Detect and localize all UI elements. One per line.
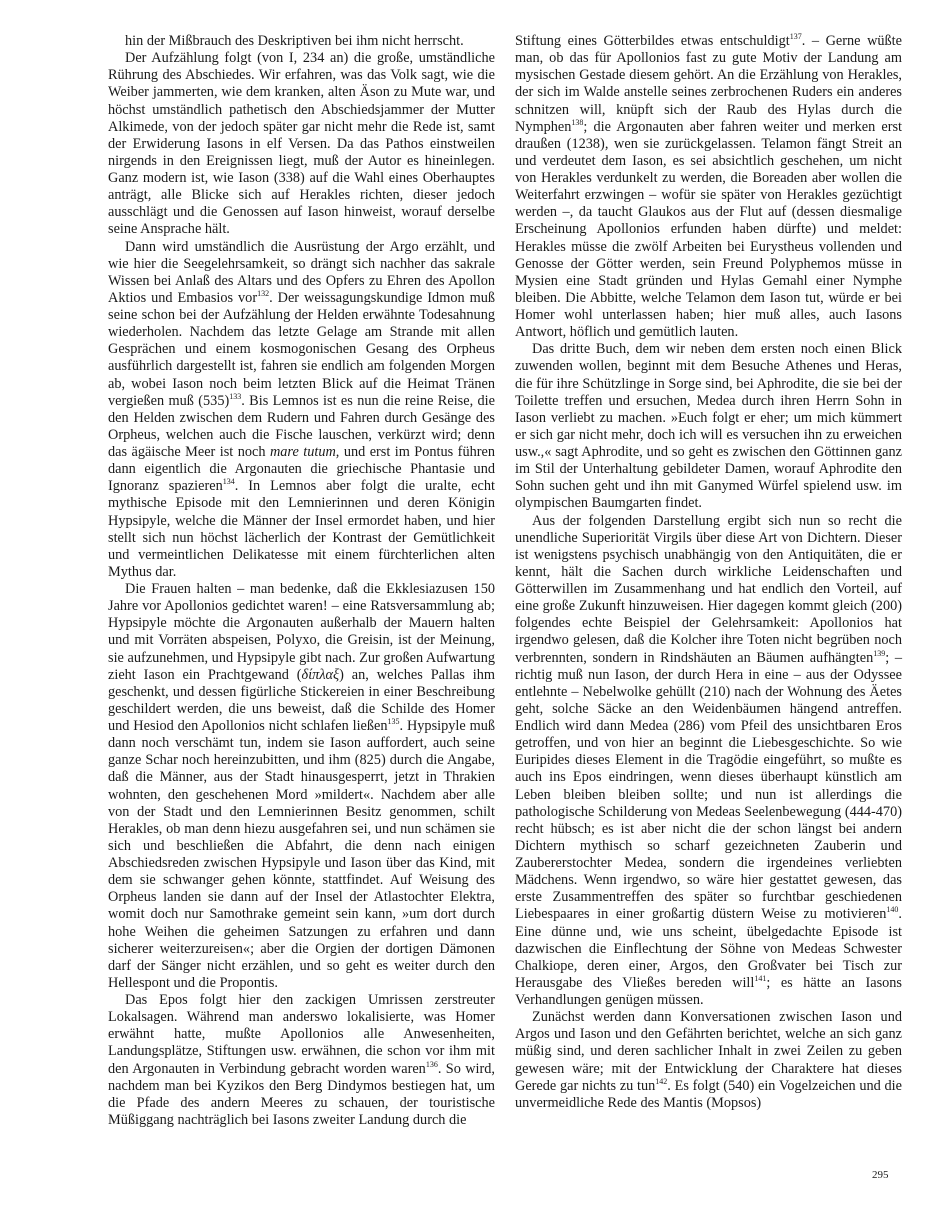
text-run: . So wird, nachdem man bei Kyzikos den Berg Dindymos bestiegen hat, um die Pfade des andern Meeres zu schauen, der touristische Müßiggang nachträglich bei Iasons zweiter Landung durch die [108,1060,495,1128]
italic-text: δίπλαξ [301,666,340,683]
paragraph [515,1009,902,1112]
footnote-marker: 133 [229,391,242,401]
text-run: ) an, welches Pallas ihm geschenkt, und dessen figürliche Stickereien in einer Beschreibung geschildert werden, die uns beweist, daß die Schilde des Homer und Hesiod den Apollonios nicht schlafen ließen [108,666,495,734]
text-run: ; die Argonauten aber fahren weiter und merken erst draußen (1238), wen sie zurückgelassen. Telamon fängt Streit an und verdeutet dem Iason, es sei absichtlich geschehen, um nicht von Herakles verdunkelt zu werden, die Boreaden aber wollen die Weiterfahrt erzwingen – wofür sie später von Herakles gezüchtigt werden –, da taucht Glaukos aus der Flut auf (dessen diesmalige Erscheinung Apollonios erfunden haben dürfte) und meldet: Herakles müsse die zwölf Arbeiten bei Eurystheus vollenden und Genosse der Götter werden, sein Freund Polyphemos müsse in Mysien eine Stadt gründen und Hylas Gemahl einer Nymphe bleiben. Die Abbitte, welche Telamon dem Iason tut, würde er bei Homer wohl unterlassen haben; hier muß alles, auch Iasons Antwort, höflich und gemütlich lauten. [515,118,902,341]
text-run: hin der Mißbrauch des Deskriptiven bei ihm nicht herrscht. [125,33,464,49]
text-run: Der Aufzählung folgt (von I, 234 an) die große, umständliche Rührung des Abschiedes. Wir erfahren, was das Volk sagt, wie die Weiber jammerten, wie dem kranken, alten Äson zu Mute war, und höchst umständlich pathetisch den Abschiedsjammer der Mutter Alkimede, von der jedoch später gar nicht mehr die Rede ist, samt der Erwiderung Iasons in elf Versen. Da das Pathos einstweilen nirgends in den Ereignissen liegt, muß der Autor es hineinlegen. Ganz modern ist, wie Iason (338) auf die Wahl eines Oberhauptes anträgt, alle Blicke sich auf Herakles richten, dieser jedoch ausschlägt und die Genossen auf Iason hinweist, worauf derselbe seine Ansprache hält. [108,50,495,238]
footnote-marker: 141 [754,973,767,983]
paragraph [108,239,495,582]
text-run: . Bis Lemnos ist es nun die reine Reise, die den Helden zwischen dem Rudern und Fahren durch Gesänge des Orpheus, welchen auch die Fische lauschen, verkürzt wird; denn das ägäische Meer ist noch [108,392,495,460]
text-run: Zunächst werden dann Konversationen zwischen Iason und Argos und Iason und den Gefährten berichtet, welche an sich ganz müßig sind, und deren sachlicher Inhalt in zwei Zeilen zu geben gewesen wäre; mit der Entwicklung der Charaktere hat dieses Gerede gar nichts zu tun [515,1009,902,1094]
paragraph [108,581,495,992]
footnote-marker: 138 [571,117,584,127]
paragraph [108,33,495,50]
text-run: Die Frauen halten – man bedenke, daß die Ekklesiazusen 150 Jahre vor Apollonios gedichtet waren! – eine Ratsversammlung ab; Hypsipyle möchte die Argonauten außerhalb der Mauern halten und mit Vorräten abspeisen, Polyxo, die Greisin, ist der Meinung, sie aufzunehmen, und Hypsipyle gibt nach. Zur großen Aufwartung zieht Iason ein Prachtgewand ( [108,581,495,683]
text-run: Dann wird umständlich die Ausrüstung der Argo erzählt, und wie hier die Seegelehrsamkeit, so drängt sich nachher das sakrale Wissen bei Anlaß des Altars und des Opfers zu Ehren des Apollon Aktios und Embasios vor [108,238,495,306]
text-run: Das Epos folgt hier den zackigen Umrissen zerstreuter Lokalsagen. Während man anderswo lokalisierte, was Homer erwähnt hatte, mußte Apollonios alle Anwesenheiten, Landungsplätze, Stiftungen usw. erwähnen, die schon vor ihm mit den Argonauten in Verbindung gebracht worden waren [108,992,495,1077]
book-page [108,33,902,1165]
paragraph [108,50,495,238]
footnote-marker: 140 [886,905,899,915]
page-number: 295 [872,1169,889,1181]
paragraph [515,33,902,341]
footnote-marker: 136 [425,1059,438,1069]
text-run: . – Gerne wüßte man, ob das für Apollonios fast zu gute Motiv der Landung am mysischen Gestade diesem gehört. An die Erzählung von Herakles, der sich im Walde anstelle seines zerbrochenen Ruders ein anderes schnitzen will, knüpft sich der Raub des Hylas durch die Nymphen [515,33,903,135]
paragraph [515,513,902,1010]
footnote-marker: 135 [387,717,400,726]
text-run: ; – richtig muß nun Iason, der durch Hera in eine – aus der Odyssee entlehnte – Nebelwolke gehüllt (210) nach der Wohnung des Äetes geht, solche Säcke an den Weidenbäumen hängend antreffen. Endlich wird dann Medea (286) vom Pfeil des unsichtbaren Eros getroffen, und von hier an beginnt die Liebesgeschichte. So wie Euripides dieses Element in die Tragödie eingeführt, so mußte es auch ins Epos eindringen, wenn dieses überhaupt künstlich am Leben bleiben bleiben sollte; und nun ist allerdings die pathologische Schilderung von Medeas Seelenbewegung (444-470) recht hübsch; es ist aber nicht die der schon längst bei andern Dichtern mythisch so scharf gezeichneten Zauberin und Zaubererstochter Medea, sondern die irgendeines verliebten Mädchens. Wenn irgendwo, so wäre hier gestattet gewesen, das erste Zusammentreffen des später so furchtbar geschiedenen Liebespaares in einer großartig düstern Weise zu motivieren [515,649,902,923]
footnote-marker: 137 [789,32,802,41]
text-run: . Eine dünne und, wie uns scheint, übelgedachte Episode ist dazwischen die Einflechtung der Söhne von Medeas Schwester Chalkiope, deren einer, Argos, den Großvater bei Tisch zur Herausgabe des Vließes bereden will [515,906,902,991]
text-run: ; es hätte an Iasons Verhandlungen genügen müssen. [515,974,902,1008]
text-run: Stiftung eines Götterbildes etwas entschuldigt [515,33,790,49]
footnote-marker: 139 [873,648,886,658]
right-column [515,33,902,1112]
text-run: und erst im Pontus führen dann eigentlich die Argonauten die griechische Phantasie und Ignoranz spazieren [108,444,495,495]
paragraph [515,341,902,512]
text-run: Das dritte Buch, dem wir neben dem ersten noch einen Blick zuwenden wollen, beginnt mit dem Besuche Athenes und Heras, die für ihre Schützlinge in Sorge sind, bei Aphrodite, die sie bei der Toilette treffen und ersuchen, Medea durch ihren Herrn Sohn in Iason verliebt zu machen. »Euch folgt er eher; um mich kümmert er sich gar nicht mehr, doch ich will es versuchen ihn zu erweichen usw.,« sagt Aphrodite, und so geht es zwischen den Göttinnen ganz im Stil der Unterhaltung gebildeter Damen, worauf Aphrodite den Sohn suchen geht und ihn mit Ganymed Würfel spielend usw. im olympischen Baumgarten findet. [515,341,902,512]
left-column [108,33,495,1129]
italic-text: mare tutum, [269,444,340,460]
text-run: Aus der folgenden Darstellung ergibt sich nun so recht die unendliche Superiorität Virgils über diese Art von Dichtern. Dieser ist wenigstens psychisch unabhängig von den Antiquitäten, die er kennt, hält die Sachen durch wirkliche Leidenschaften und Götterwillen im Zusammenhang und hat endlich den Vorteil, auf eine große Zukunft hinzuweisen. Hier dagegen kommt gleich (200) folgendes echte Beispiel der Gelehrsamkeit: Apollonios hat irgendwo gelesen, daß die Kolcher ihre Toten nicht begrüben noch verbrennten, sondern in Rindshäuten an Bäumen aufhängten [515,512,902,666]
footnote-marker: 134 [222,477,235,487]
text-run: . Es folgt (540) ein Vogelzeichen und die unvermeidliche Rede des Mantis (Mopsos) [515,1077,902,1111]
text-run: . Hypsipyle muß dann noch verschämt tun, indem sie Iason auffordert, auch seine ganze Schar noch hereinzubitten, und ihm (825) durch die Angabe, daß die Männer, aus der Stadt hinausgesperrt, jetzt in Thrakien wohnten, den geschehenen Mord »mildert«. Nachdem aber alle von der Stadt und den Lemnierinnen Besitz genommen, schilt Herakles, ob man denn hiezu ausgefahren sei, und nun schämen sie sich und beschließen die Abfahrt, die denn nach einigen Abschiedsreden zwischen Hypsipyle und Iason über das Kind, mit dem sie schwanger gehen könnte, stattfindet. Auf Weisung des Orpheus landen sie dann auf der Insel der Atlastochter Elektra, womit doch nur Samothrake gemeint sein kann, »um dort durch hohe Weihen die geheimen Satzungen zu erfahren und dann sicherer weiterzureisen«; aber die Orgien der dortigen Dämonen darf der Sänger nicht erzählen, und so geht es weiter durch den Hellespont und die Propontis. [108,718,495,991]
text-run: . Der weissagungskundige Idmon muß seine schon bei der Aufzählung der Helden erwähnte Todesahnung wiederholen. Nachdem das letzte Gelage am Strande mit allen Gesprächen und einem kosmogonischen Gesang des Orpheus ausführlich dargestellt ist, fahren sie endlich am folgenden Morgen ab, wobei Iason noch beim letzten Blick auf die Heimat Tränen vergießen muß (535) [108,289,495,409]
paragraph [108,992,495,1129]
footnote-marker: 142 [655,1076,668,1086]
text-run: . In Lemnos aber folgt die uralte, echt mythische Episode mit den Lemnierinnen und deren Königin Hypsipyle, welche die Männer der Insel ermordet haben, und hier stellt sich nun höchst lächerlich der Kontrast der Gemütlichkeit und vermeintlichen Delikatesse mit einem fürchterlichen alten Mythus dar. [108,478,495,580]
footnote-marker: 132 [257,288,270,298]
